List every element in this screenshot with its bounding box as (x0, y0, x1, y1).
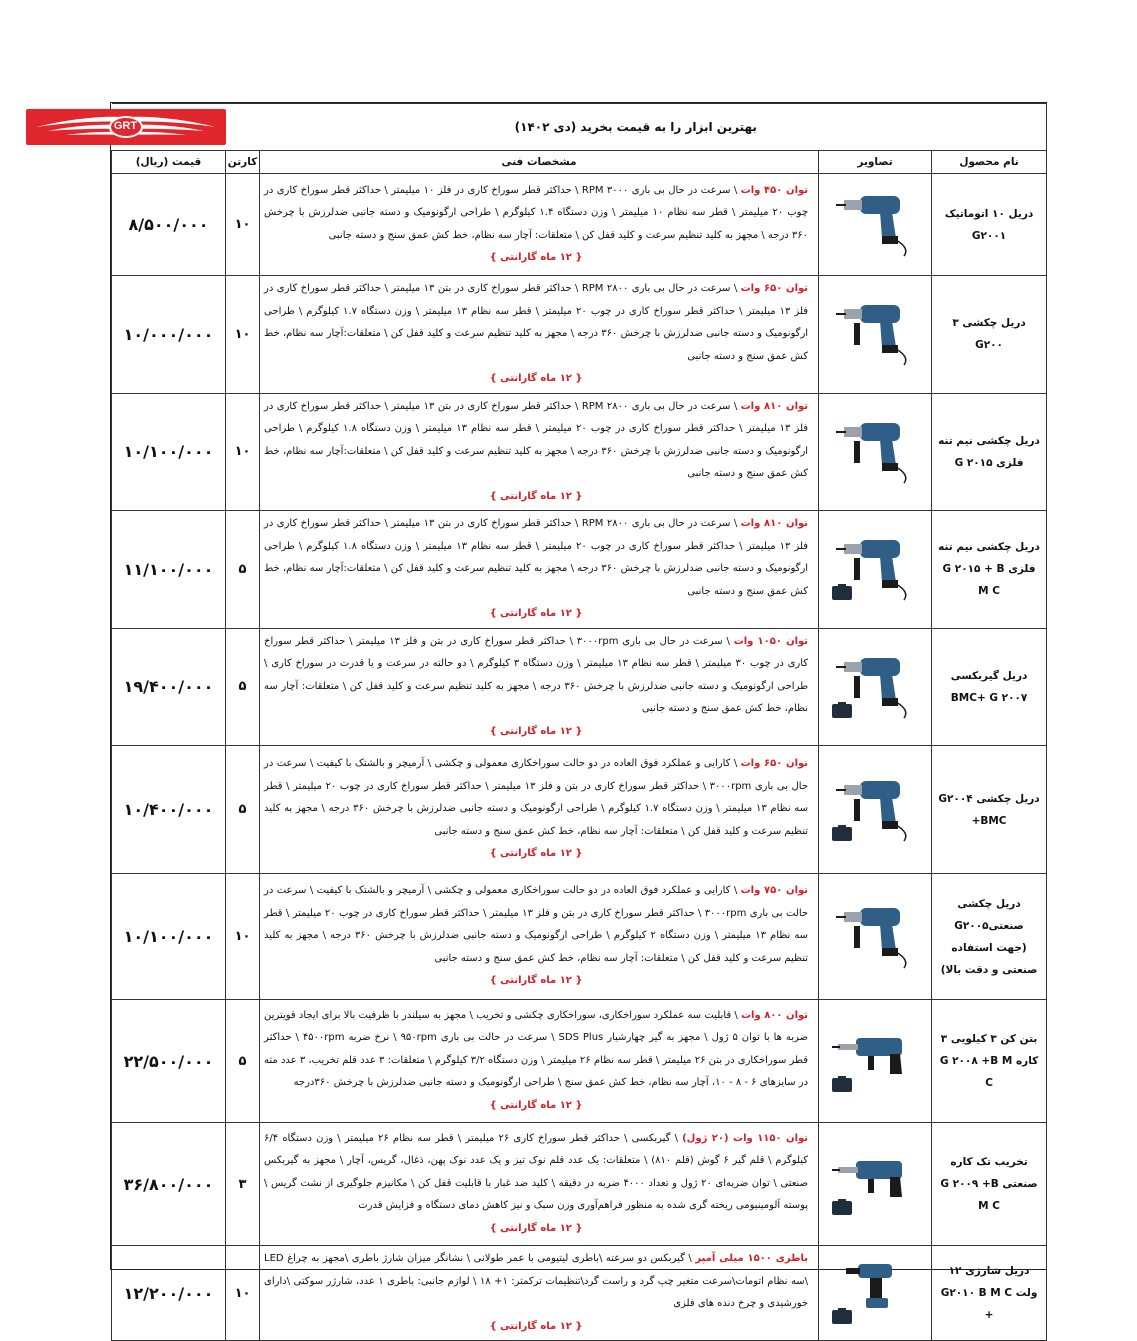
spec-text: \ سرعت در حال بی باری ۲۸۰۰ RPM \ حداکثر قطر سوراخ کاری در بتن ۱۳ میلیمتر \ حداکثر قطر سوراخ کاری در فلز ۱۳ میلیمتر \ حداکثر قطر سوراخ کاری در چوب ۲۰ میلیمتر \ قطر سه نظام ۱۳ میلیمتر \ وزن دستگاه ۱.۸ کیلوگرم \ طراحی ارگونومیک و دسته جانبی ضدلرزش با چرخش ۳۶۰ درجه \ مجهز به کلید تنظیم سرعت و کلید قفل کن \ متعلقات:آچار سه نظام، خط کش عمق سنج و دسته جانبی (264, 518, 809, 597)
spec-text: \ سرعت در حال بی باری ۳۰۰۰rpm \ حداکثر قطر سوراخ کاری در بتن و فلز ۱۳ میلیمتر \ حداکثر قطر سوراخ کاری در چوب ۳۰ میلیمتر \ قطر سه نظام ۱۳ میلیمتر \ وزن دستگاه ۳ کیلوگرم \ دو حالته در سرعت و یا قدرت در سوراخ کاری \ طراحی ارگونومیک و دسته جانبی ضدلرزش با چرخش ۳۶۰ درجه \ مجهز به کلید تنظیم سرعت و کلید قفل کن \ متعلقات: آچار سه نظام، خط کش عمق سنج و دسته جانبی (264, 635, 809, 714)
spec-text: \ گیربکسی \ حداکثر قطر سوراخ کاری ۲۶ میلیمتر \ قطر سه نظام ۲۶ میلیمتر \ وزن دستگاه ۶/۴ کیلوگرم \ قلم گیر ۶ گوش (قلم ۸۱۰) \ متعلقات: یک عدد قلم نوک تیز و یک عدد نوک پهن، ذغال، گریس، آچار \ مجهز به گیربکس صنعتی \ توان ضربه‌ای ۲۰ ژول و تعداد ۴۰۰۰ ضربه در دقیقه \ کلید ضد غبار با قابلیت قفل کن \ مکانیزم جلوگیری از نشت گریس \ پوسته آلومینیومی ریخته گری شده به منظور فراهم‌آوری وزن سبک و نیز کاهش دمای دستگاه و فزایش قدرت (264, 1132, 809, 1212)
carton-qty: ۱۰ (226, 874, 260, 1000)
warranty-note: { ۱۲ ماه گارانتی } (489, 1222, 583, 1234)
product-price: ۱۱/۱۰۰/۰۰۰ (112, 511, 226, 629)
hammer-drill-case-icon (830, 532, 920, 602)
product-image (819, 1246, 932, 1341)
gearbox-drill-case-icon (830, 650, 920, 720)
power-rating: توان ۱۱۵۰ وات (۲۰ ژول) (682, 1132, 809, 1144)
product-price: ۸/۵۰۰/۰۰۰ (112, 174, 226, 276)
carton-qty: ۱۰ (226, 1246, 260, 1341)
product-image (819, 511, 932, 629)
column-header-price: قیمت (ریال) (112, 151, 226, 174)
product-row (112, 746, 1047, 874)
product-specs (260, 746, 819, 874)
warranty-note: { ۱۲ ماه گارانتی } (489, 608, 583, 619)
spec-text: \ سرعت در حال بی باری ۲۸۰۰ RPM \ حداکثر قطر سوراخ کاری در بتن ۱۳ میلیمتر \ حداکثر قطر سوراخ کاری در فلز ۱۳ میلیمتر \ حداکثر قطر سوراخ کاری در چوب ۲۰ میلیمتر \ قطر سه نظام ۱۳ میلیمتر \ وزن دستگاه ۱.۸ کیلوگرم \ طراحی ارگونومیک و دسته جانبی ضدلرزش با چرخش ۳۶۰ درجه \ مجهز به کلید تنظیم سرعت و کلید قفل کن \ متعلقات:آچار سه نظام، خط کش عمق سنج و دسته جانبی (264, 400, 809, 479)
product-price: ۲۲/۵۰۰/۰۰۰ (112, 1000, 226, 1123)
rotary-hammer-case-icon (830, 1024, 920, 1094)
carton-qty: ۱۰ (226, 174, 260, 276)
spec-text: \ قابلیت سه عملکرد سوراخکاری، سوراخکاری چکشی و تخریب \ مجهز به سیلندر با ظرفیت بالا برای ایجاد قویترین ضربه ها با توان ۵ ژول \ مجهز به گیر چهارشیار SDS Plus \ سرعت در حالت بی باری ۹۵۰rpm \ نرخ ضربه ۴۵۰۰rpm \ حداکثر قطر سوراخکاری در بتن ۲۶ میلیمتر \ قطر سه نظام ۲۶ میلیمتر \ وزن دستگاه ۳/۲ کیلوگرم \ متعلقات: ۳ عدد قلم تخریب، ۳ عدد مته در سایزهای ۶ - ۸ - ۱۰، آچار سه نظام، خط کش عمق سنج \ طراحی ارگونومیک و دسته جانبی ضدلرزش با چرخش ۳۶۰درجه (264, 1009, 809, 1089)
demolition-hammer-case-icon (830, 1147, 920, 1217)
logo-text: GRT (113, 120, 138, 132)
product-name: دریل چکشی صنعتیG۲۰۰۵ (جهت استفاده صنعتی و دقت بالا) (932, 874, 1047, 1000)
power-rating: توان ۱۰۵۰ وات (733, 635, 809, 647)
carton-qty: ۵ (226, 628, 260, 746)
product-row (112, 393, 1047, 511)
product-price: ۱۰/۱۰۰/۰۰۰ (112, 874, 226, 1000)
product-specs (260, 1123, 819, 1246)
product-image (819, 874, 932, 1000)
hammer-drill-icon (830, 297, 920, 367)
product-row (112, 874, 1047, 1000)
power-rating: توان ۸۱۰ وات (740, 400, 809, 412)
power-rating: توان ۶۵۰ وات (740, 283, 809, 294)
product-row (112, 628, 1047, 746)
hammer-drill-case-icon (830, 773, 920, 843)
product-image (819, 276, 932, 394)
page-title: بهترین ابزار را به قیمت بخرید (دی ۱۴۰۲) (226, 104, 1047, 151)
warranty-note: { ۱۲ ماه گارانتی } (489, 1320, 583, 1332)
warranty-note: { ۱۲ ماه گارانتی } (489, 848, 583, 860)
warranty-note: { ۱۲ ماه گارانتی } (489, 252, 583, 263)
price-table (111, 103, 1047, 1341)
product-name: دریل چکشی نیم تنه فلزی G ۲۰۱۵ + B M C (932, 511, 1047, 629)
product-specs (260, 1246, 819, 1341)
product-specs (260, 276, 819, 394)
power-rating: توان ۸۱۰ وات (740, 518, 809, 529)
product-name: دریل شارژی ۱۲ ولت G۲۰۱۰ B M C + (932, 1246, 1047, 1341)
product-name: بتن کن ۳ کیلویی ۳ کاره G ۲۰۰۸ +B M C (932, 1000, 1047, 1123)
product-name: دریل چکشی G۲۰۰۴ +BMC (932, 746, 1047, 874)
product-specs (260, 393, 819, 511)
logo-cell (112, 104, 226, 151)
hammer-drill-icon (830, 415, 920, 485)
product-price: ۱۹/۴۰۰/۰۰۰ (112, 628, 226, 746)
product-image (819, 393, 932, 511)
warranty-note: { ۱۲ ماه گارانتی } (489, 490, 583, 502)
spec-text: \ گیربکس دو سرعته \باطری لیتیومی با عمر طولانی \ نشانگر میزان شارژ باطری \مجهز به چراغ LED \سه نظام اتومات\سرعت متغیر چپ گرد و راست گرد\تنظیمات ترکمتر: ۱+ ۱۸ \ لوازم جانبی: باطری ۱ عدد، شارژر سوکتی \دارای خورشیدی و چرخ دنده های فلزی (264, 1253, 809, 1309)
carton-qty: ۵ (226, 746, 260, 874)
product-row (112, 276, 1047, 394)
product-price: ۱۰/۴۰۰/۰۰۰ (112, 746, 226, 874)
carton-qty: ۱۰ (226, 276, 260, 394)
product-name: دریل چکشی نیم تنه فلزی G ۲۰۱۵ (932, 393, 1047, 511)
column-header-images: تصاویر (819, 151, 932, 174)
carton-qty: ۳ (226, 1123, 260, 1246)
price-list-sheet (110, 102, 1047, 1332)
product-name: دریل گیربکسی BMC+ G ۲۰۰۷ (932, 628, 1047, 746)
column-header-carton: کارتن (226, 151, 260, 174)
product-image (819, 628, 932, 746)
product-price: ۱۰/۰۰۰/۰۰۰ (112, 276, 226, 394)
power-rating: توان ۶۵۰ وات (740, 758, 809, 770)
spec-text: \ سرعت در حال بی باری ۳۰۰۰ RPM \ حداکثر قطر سوراخ کاری در فلز ۱۰ میلیمتر \ حداکثر قطر سوراخ کاری در چوب ۲۰ میلیمتر \ قطر سه نظام ۱۰ میلیمتر \ وزن دستگاه ۱.۴ کیلوگرم \ طراحی ارگونومیک و دسته جانبی ضدلرزش با چرخش ۳۶۰ درجه \ مجهز به کلید تنظیم سرعت و کلید قفل کن \ متعلقات: آچار سه نظام، خط کش عمق سنج و دسته جانبی (264, 184, 809, 241)
product-price: ۱۰/۱۰۰/۰۰۰ (112, 393, 226, 511)
product-image (819, 1123, 932, 1246)
power-rating: توان ۸۰۰ وات (741, 1009, 809, 1021)
warranty-note: { ۱۲ ماه گارانتی } (489, 725, 583, 737)
spec-text: \ کارایی و عملکرد فوق العاده در دو حالت سوراخکاری معمولی و چکشی \ آرمیچر و بالشتک با کیفیت \ سرعت در حالت بی باری ۳۰۰۰rpm \ حداکثر قطر سوراخ کاری در بتن و فلز ۱۳ میلیمتر \ حداکثر قطر سوراخ کاری در چوب ۲۰ میلیمتر \ قطر سه نظام ۱۳ میلیمتر \ وزن دستگاه ۲ کیلوگرم \ طراحی ارگونومیک و دسته جانبی ضدلرزش با چرخش ۳۶۰ درجه \ مجهز به کلید تنظیم سرعت و کلید قفل کن \ متعلقات: آچار سه نظام، خط کش عمق سنج و دسته جانبی (264, 885, 809, 964)
product-image (819, 1000, 932, 1123)
warranty-note: { ۱۲ ماه گارانتی } (489, 975, 583, 987)
product-specs (260, 174, 819, 276)
spec-text: \ سرعت در حال بی باری ۲۸۰۰ RPM \ حداکثر قطر سوراخ کاری در بتن ۱۳ میلیمتر \ حداکثر قطر سوراخ کاری در فلز ۱۳ میلیمتر \ حداکثر قطر سوراخ کاری در چوب ۲۰ میلیمتر \ قطر سه نظام ۱۳ میلیمتر \ وزن دستگاه ۱.۷ کیلوگرم \ طراحی ارگونومیک و دسته جانبی ضدلرزش با چرخش ۳۶۰ درجه \ مجهز به کلید تنظیم سرعت و کلید قفل کن \ متعلقات:آچار سه نظام، خط کش عمق سنج و دسته جانبی (264, 283, 809, 362)
product-row (112, 174, 1047, 276)
column-header-name: نام محصول (932, 151, 1047, 174)
spec-text: \ کارایی و عملکرد فوق العاده در دو حالت سوراخکاری معمولی و چکشی \ آرمیچر و بالشتک با کیفیت \ سرعت در حال بی باری ۳۰۰۰rpm \ حداکثر قطر سوراخ کاری در بتن و فلز ۱۳ میلیمتر \ حداکثر قطر سوراخ کاری در چوب ۲۰ میلیمتر \ قطر سه نظام ۱۳ میلیمتر \ وزن دستگاه ۱.۷ کیلوگرم \ طراحی ارگونومیک و دسته جانبی ضدلرزش با چرخش ۳۶۰ درجه \ مجهز به کلید تنظیم سرعت و کلید قفل کن \ متعلقات: آچار سه نظام، خط کش عمق سنج و دسته جانبی (264, 758, 809, 837)
product-row (112, 1123, 1047, 1246)
grt-logo (26, 109, 226, 145)
product-specs (260, 628, 819, 746)
product-row (112, 1246, 1047, 1341)
carton-qty: ۵ (226, 511, 260, 629)
product-image (819, 746, 932, 874)
hammer-drill-icon (830, 900, 920, 970)
product-price: ۱۲/۲۰۰/۰۰۰ (112, 1246, 226, 1341)
power-rating: باطری ۱۵۰۰ میلی آمپر (695, 1253, 809, 1264)
carton-qty: ۵ (226, 1000, 260, 1123)
product-name: تخریب تک کاره صنعتی G ۲۰۰۹ +B M C (932, 1123, 1047, 1246)
title-row (112, 104, 1047, 151)
product-specs (260, 1000, 819, 1123)
carton-qty: ۱۰ (226, 393, 260, 511)
power-rating: توان ۷۵۰ وات (740, 885, 809, 897)
product-name: دریل ۱۰ اتوماتیک G۲۰۰۱ (932, 174, 1047, 276)
warranty-note: { ۱۲ ماه گارانتی } (489, 1099, 583, 1111)
column-header-row (112, 151, 1047, 174)
power-rating: توان ۴۵۰ وات (740, 184, 809, 196)
product-rows (112, 174, 1047, 1341)
drill-icon (830, 188, 920, 258)
product-name: دریل چکشی ۳ G۲۰۰ (932, 276, 1047, 394)
product-specs (260, 511, 819, 629)
cordless-drill-case-icon (830, 1256, 920, 1326)
warranty-note: { ۱۲ ماه گارانتی } (489, 373, 583, 384)
product-image (819, 174, 932, 276)
column-header-specs: مشخصات فنی (260, 151, 819, 174)
product-specs (260, 874, 819, 1000)
product-price: ۳۶/۸۰۰/۰۰۰ (112, 1123, 226, 1246)
product-row (112, 1000, 1047, 1123)
product-row (112, 511, 1047, 629)
